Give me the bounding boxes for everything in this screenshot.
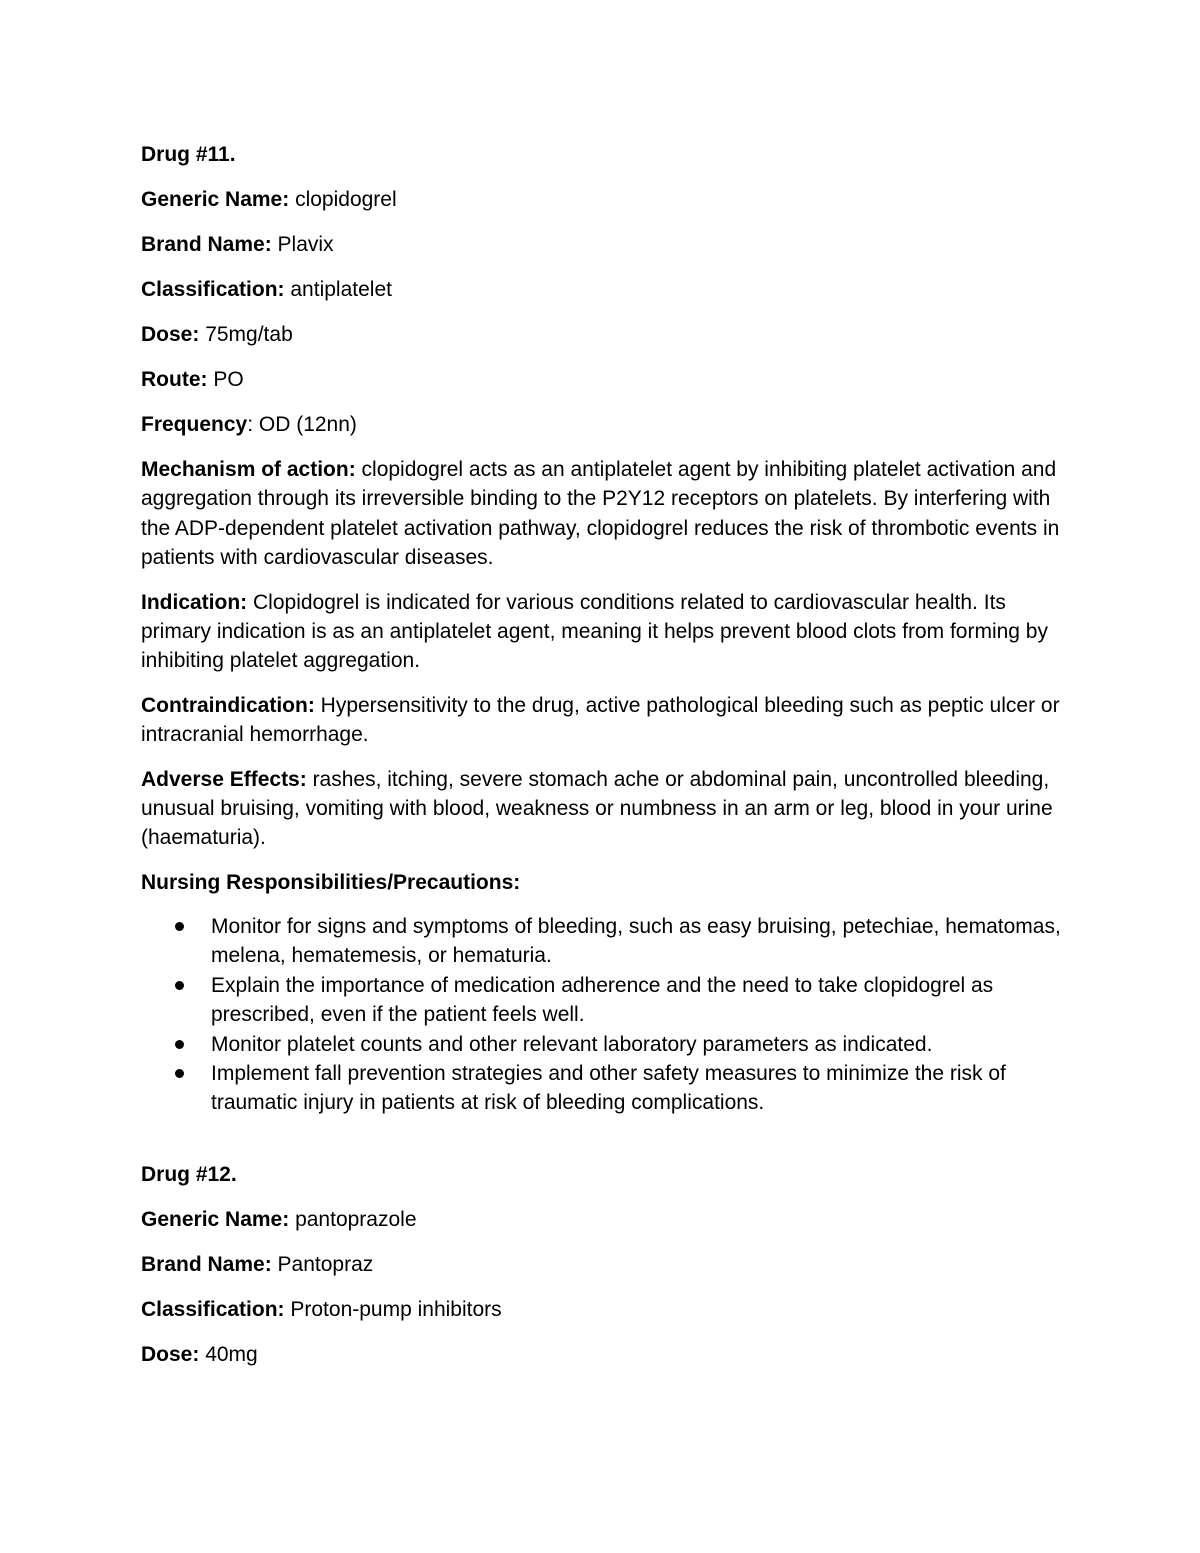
dose-label: Dose: bbox=[141, 323, 200, 346]
document-page bbox=[141, 140, 1066, 1385]
brand-name-row bbox=[141, 230, 1066, 259]
list-item bbox=[141, 1059, 1066, 1118]
contraindication-label: Contraindication: bbox=[141, 693, 315, 717]
dose-row bbox=[141, 1340, 1066, 1369]
nursing-responsibilities-heading: Nursing Responsibilities/Precautions: bbox=[141, 870, 521, 894]
dose-row bbox=[141, 320, 1066, 349]
generic-name-label: Generic Name: bbox=[141, 188, 290, 211]
frequency-value: : OD (12nn) bbox=[247, 413, 357, 436]
mechanism-label: Mechanism of action: bbox=[141, 458, 356, 481]
adverse-effects-value: rashes, itching, severe stomach ache or abdominal pain, uncontrolled bleeding, unusual bruising, vomiting with blood, weakness or numbness in an arm or leg, blood in your urine (haematuria). bbox=[141, 767, 1053, 850]
list-item-text: Implement fall prevention strategies and other safety measures to minimize the risk of traumatic injury in patients at risk of bleeding complications. bbox=[211, 1061, 1006, 1115]
classification-value: antiplatelet bbox=[284, 278, 392, 301]
brand-name-value: Pantopraz bbox=[271, 1252, 374, 1276]
drug-12-title: Drug #12. bbox=[141, 1162, 237, 1186]
brand-name-label: Brand Name: bbox=[141, 1252, 272, 1276]
list-item bbox=[141, 1030, 1066, 1059]
mechanism-paragraph bbox=[141, 455, 1066, 573]
route-label: Route: bbox=[141, 368, 208, 391]
frequency-row bbox=[141, 410, 1066, 439]
adverse-effects-label: Adverse Effects: bbox=[141, 767, 307, 791]
brand-name-value: Plavix bbox=[271, 233, 334, 256]
section-gap bbox=[141, 1118, 1066, 1160]
bullet-icon bbox=[175, 1040, 184, 1049]
dose-label: Dose: bbox=[141, 1342, 200, 1366]
list-item-text: Monitor platelet counts and other relevant laboratory parameters as indicated. bbox=[211, 1032, 933, 1056]
list-item-text: Explain the importance of medication adherence and the need to take clopidogrel as prescribed, even if the patient feels well. bbox=[211, 973, 994, 1027]
contraindication-paragraph bbox=[141, 691, 1066, 750]
list-item bbox=[141, 971, 1066, 1030]
generic-name-row bbox=[141, 1205, 1066, 1234]
brand-name-label: Brand Name: bbox=[141, 233, 272, 256]
list-item bbox=[141, 912, 1066, 971]
indication-paragraph bbox=[141, 588, 1066, 676]
adverse-effects-paragraph bbox=[141, 765, 1066, 853]
brand-name-row bbox=[141, 1250, 1066, 1279]
nursing-responsibilities-list bbox=[141, 912, 1066, 1118]
classification-row bbox=[141, 1295, 1066, 1324]
route-row bbox=[141, 365, 1066, 394]
generic-name-label: Generic Name: bbox=[141, 1207, 290, 1231]
route-value: PO bbox=[207, 368, 244, 391]
classification-value: Proton-pump inhibitors bbox=[284, 1297, 502, 1321]
indication-value: Clopidogrel is indicated for various conditions related to cardiovascular health. Its primary indication is as an antiplatelet agent, meaning it helps prevent blood clots from forming by inhibiting platelet aggregation. bbox=[141, 590, 1048, 673]
generic-name-value: clopidogrel bbox=[289, 188, 397, 211]
drug-11-title: Drug #11. bbox=[141, 143, 236, 166]
generic-name-row bbox=[141, 185, 1066, 214]
dose-value: 75mg/tab bbox=[199, 323, 293, 346]
frequency-label: Frequency bbox=[141, 413, 248, 436]
bullet-icon bbox=[175, 1069, 184, 1078]
mechanism-value: clopidogrel acts as an antiplatelet agent by inhibiting platelet activation and aggregation through its irreversible binding to the P2Y12 receptors on platelets. By interfering with the ADP-dependent platelet activation pathway, clopidogrel reduces the risk of thrombotic events in patients with cardiovascular diseases. bbox=[141, 458, 1060, 570]
classification-label: Classification: bbox=[141, 1297, 285, 1321]
classification-row bbox=[141, 275, 1066, 304]
contraindication-value: Hypersensitivity to the drug, active pathological bleeding such as peptic ulcer or intracranial hemorrhage. bbox=[141, 693, 1060, 747]
drug-12-section bbox=[141, 1160, 1066, 1369]
classification-label: Classification: bbox=[141, 278, 285, 301]
drug-11-section bbox=[141, 140, 1066, 1118]
list-item-text: Monitor for signs and symptoms of bleeding, such as easy bruising, petechiae, hematomas, melena, hematemesis, or hematuria. bbox=[211, 914, 1061, 968]
dose-value: 40mg bbox=[199, 1342, 258, 1366]
generic-name-value: pantoprazole bbox=[289, 1207, 417, 1231]
bullet-icon bbox=[175, 922, 184, 931]
indication-label: Indication: bbox=[141, 590, 248, 614]
bullet-icon bbox=[175, 981, 184, 990]
